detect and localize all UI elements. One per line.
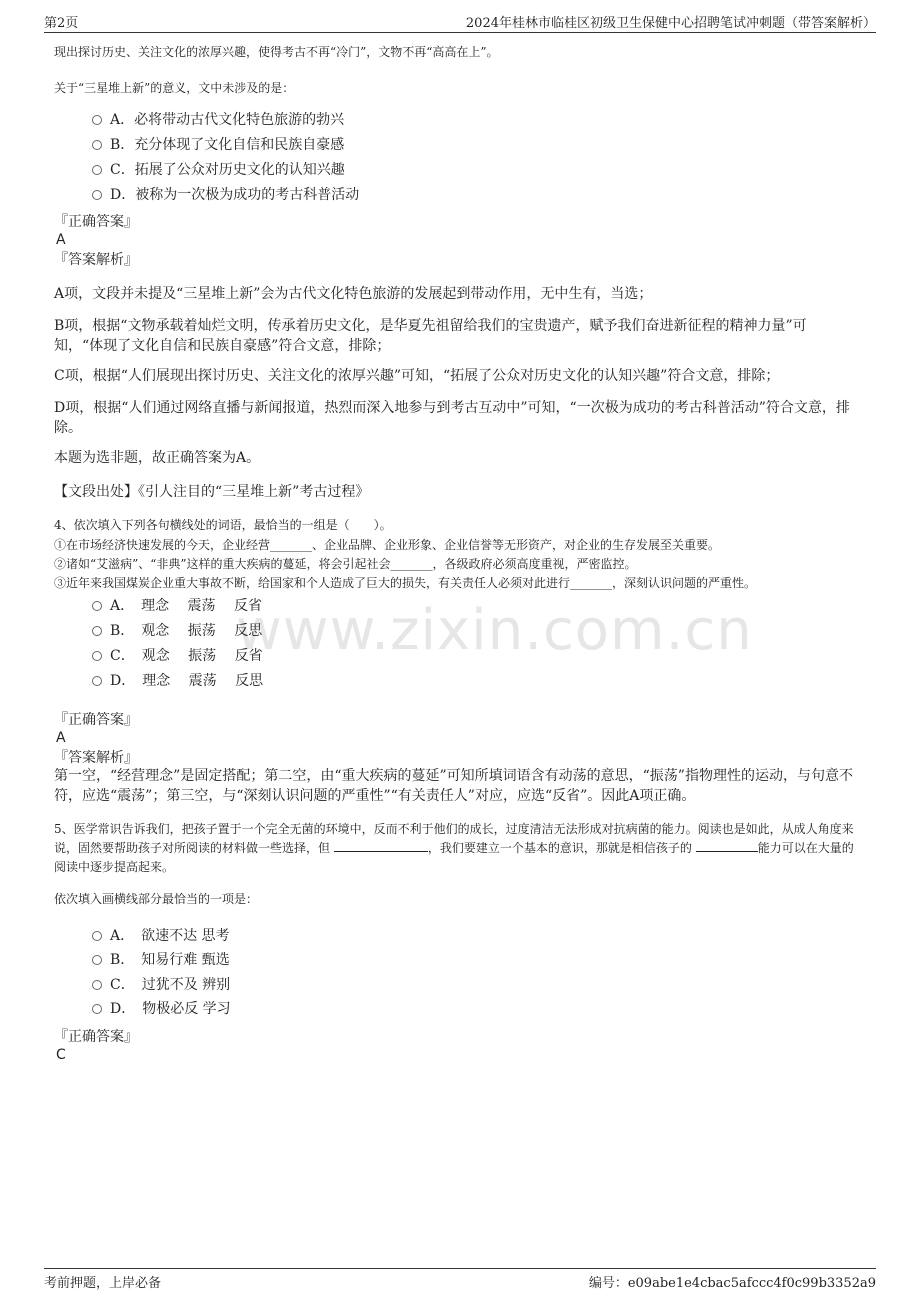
document-id: 编号：e09abe1e4cbac5afccc4f0c99b3352a9 xyxy=(588,1276,876,1291)
document-title: 2024年桂林市临桂区初级卫生保健中心招聘笔试冲刺题（带答案解析） xyxy=(465,16,876,31)
q4-answer: A xyxy=(56,730,66,746)
q4-stem: 4、依次填入下列各句横线处的词语，最恰当的一组是（ ）。 xyxy=(54,518,392,532)
q4-correct-label: 『正确答案』 xyxy=(54,712,138,728)
radio-icon[interactable] xyxy=(92,190,102,200)
blank-line-1 xyxy=(334,839,428,852)
q4-analysis-label: 『答案解析』 xyxy=(54,750,138,766)
radio-icon[interactable] xyxy=(92,140,102,150)
q5-stem: 5、医学常识告诉我们，把孩子置于一个完全无菌的环境中，反而不利于他们的成长，过度清洁无法形成对抗病菌的能力。阅读也是如此，从成人角度来说，固然要帮助孩子对所阅读的材料做一些选择，但 ，我们要建立一个基本的意识，那就是相信孩子的 能力可以在大量的阅读中逐步提高起来。 xyxy=(54,822,854,874)
q4-sentence-2: ②诸如“艾滋病”、“非典”这样的重大疾病的蔓延，将会引起社会_______，各级政府必须高度重视，严密监控。 xyxy=(54,557,637,571)
q5-option-c[interactable]: C． 过犹不及 辨别 xyxy=(92,975,230,995)
q4-option-a[interactable]: A． 理念 震荡 反省 xyxy=(92,596,262,616)
q3-conclusion: 本题为选非题，故正确答案为A。 xyxy=(54,450,261,466)
radio-icon[interactable] xyxy=(92,601,102,611)
radio-icon[interactable] xyxy=(92,931,102,941)
footer-slogan: 考前押题，上岸必备 xyxy=(44,1276,162,1291)
q3-analysis-a: A项，文段并未提及“三星堆上新”会为古代文化特色旅游的发展起到带动作用，无中生有，当选； xyxy=(54,286,653,302)
radio-icon[interactable] xyxy=(92,676,102,686)
page-number: 第2页 xyxy=(44,16,79,31)
page-header xyxy=(44,12,876,33)
q3-option-b[interactable]: B．充分体现了文化自信和民族自豪感 xyxy=(92,135,344,155)
q4-option-c[interactable]: C． 观念 振荡 反省 xyxy=(92,646,263,666)
q3-question: 关于“三星堆上新”的意义，文中未涉及的是： xyxy=(54,81,295,95)
intro-line: 现出探讨历史、关注文化的浓厚兴趣，使得考古不再“冷门”，文物不再“高高在上”。 xyxy=(54,45,499,59)
q3-analysis-b: B项，根据“文物承载着灿烂文明，传承着历史文化，是华夏先祖留给我们的宝贵遗产，赋予我们奋进新征程的精神力量”可知，“体现了文化自信和民族自豪感”符合文意，排除； xyxy=(54,318,807,354)
q3-answer: A xyxy=(56,232,66,248)
q5-answer: C xyxy=(56,1047,66,1063)
q3-analysis-d: D项，根据“人们通过网络直播与新闻报道，热烈而深入地参与到考古互动中”可知，“一次极为成功的考古科普活动”符合文意，排除。 xyxy=(54,400,850,436)
q5-option-a[interactable]: A． 欲速不达 思考 xyxy=(92,926,230,946)
radio-icon[interactable] xyxy=(92,626,102,636)
radio-icon[interactable] xyxy=(92,651,102,661)
radio-icon[interactable] xyxy=(92,955,102,965)
q4-option-d[interactable]: D． 理念 震荡 反思 xyxy=(92,671,263,691)
watermark: www.zixin.com.cn xyxy=(236,598,753,663)
q3-option-c[interactable]: C．拓展了公众对历史文化的认知兴趣 xyxy=(92,160,345,180)
q3-analysis-c: C项，根据“人们展现出探讨历史、关注文化的浓厚兴趣”可知，“拓展了公众对历史文化的认知兴趣”符合文意，排除； xyxy=(54,368,780,384)
page-footer xyxy=(44,1268,876,1291)
q4-sentence-1: ①在市场经济快速发展的今天，企业经营_______、企业品牌、企业形象、企业信誉等无形资产，对企业的生存发展至关重要。 xyxy=(54,538,721,552)
radio-icon[interactable] xyxy=(92,980,102,990)
q5-option-d[interactable]: D． 物极必反 学习 xyxy=(92,999,231,1019)
q4-option-b[interactable]: B． 观念 振荡 反思 xyxy=(92,621,262,641)
q3-option-d[interactable]: D．被称为一次极为成功的考古科普活动 xyxy=(92,185,359,205)
q3-source: 【文段出处】《引人注目的“三星堆上新”考古过程》 xyxy=(54,484,370,500)
q5-question: 依次填入画横线部分最恰当的一项是： xyxy=(54,892,259,906)
radio-icon[interactable] xyxy=(92,1004,102,1014)
q3-analysis-label: 『答案解析』 xyxy=(54,252,138,268)
q3-correct-label: 『正确答案』 xyxy=(54,214,138,230)
q4-analysis: 第一空，“经营理念”是固定搭配；第二空，由“重大疾病的蔓延”可知所填词语含有动荡的意思，“振荡”指物理性的运动，与句意不符，应选“震荡”；第三空，与“深刻认识问题的严重性”“有关责任人”对应，应选“反省”。因此A项正确。 xyxy=(54,768,853,804)
q5-option-b[interactable]: B． 知易行难 甄选 xyxy=(92,950,230,970)
radio-icon[interactable] xyxy=(92,165,102,175)
blank-line-2 xyxy=(696,839,758,852)
q4-sentence-3: ③近年来我国煤炭企业重大事故不断，给国家和个人造成了巨大的损失，有关责任人必须对此进行_______，深刻认识问题的严重性。 xyxy=(54,576,757,590)
radio-icon[interactable] xyxy=(92,115,102,125)
q5-correct-label: 『正确答案』 xyxy=(54,1029,138,1045)
q3-option-a[interactable]: A．必将带动古代文化特色旅游的勃兴 xyxy=(92,110,344,130)
